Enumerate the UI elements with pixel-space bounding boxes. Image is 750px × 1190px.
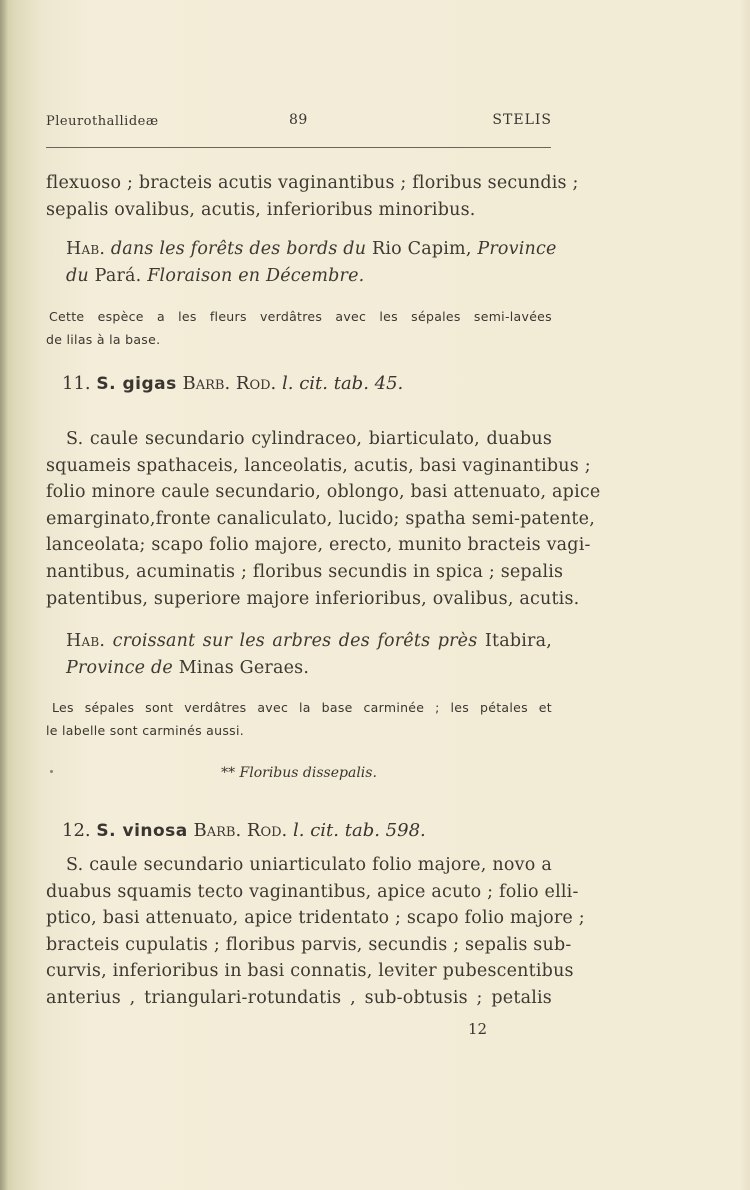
hab-label: Hab: [66, 631, 100, 651]
text-line: folio minore caule secundario, oblongo, basi attenuato, apice: [46, 482, 601, 503]
species-reference: l. cit. tab. 598.: [293, 820, 426, 841]
text-line: de lilas à la base.: [46, 332, 161, 347]
habitat-2: [46, 628, 552, 681]
text-line: Hab. croissant sur les arbres des forêts près Itabira,: [66, 631, 552, 651]
species-12-heading: [62, 818, 568, 844]
text-line: sepalis ovalibus, acutis, inferioribus minoribus.: [46, 199, 476, 220]
text-line: curvis, inferioribus in basi connatis, leviter pubescentibus: [46, 961, 574, 982]
text-line: S. caule secundario uniarticulato folio majore, novo a: [66, 855, 552, 875]
section-title: ** Floribus dissepalis.: [221, 765, 377, 781]
text-line: ptico, basi attenuato, apice tridentato ; scapo folio majore ;: [46, 908, 585, 929]
text-line: squameis spathaceis, lanceolatis, acutis, basi vaginantibus ;: [46, 455, 591, 476]
running-head-right: STELIS: [492, 112, 552, 128]
text-line: emarginato,fronte canaliculato, lucido; spatha semi-patente,: [46, 508, 595, 529]
gutter-shadow: [0, 0, 8, 1190]
text-line: du Pará. Floraison en Décembre.: [66, 265, 365, 286]
header-rule: [46, 147, 551, 148]
page-number: 89: [289, 112, 308, 128]
species-11-heading: [62, 371, 568, 397]
species-reference: l. cit. tab. 45.: [282, 373, 404, 394]
text-line: anterius , triangulari-rotundatis , sub-obtusis ; petalis: [46, 987, 552, 1008]
text-line: Hab. dans les forêts des bords du Rio Capim, Province: [66, 239, 557, 259]
species-number: 12.: [62, 820, 91, 841]
species-name: S. vinosa: [96, 821, 188, 841]
hab-label: Hab: [66, 239, 100, 259]
text-line: bracteis cupulatis ; floribus parvis, secundis ; sepalis sub-: [46, 934, 572, 955]
running-head-left: Pleurothallideæ: [46, 114, 159, 129]
text-line: nantibus, acuminatis ; floribus secundis in spica ; sepalis: [46, 561, 564, 582]
text-line: Cette espèce a les fleurs verdâtres avec les sépales semi-lavées: [49, 309, 552, 324]
text-line: duabus squamis tecto vaginantibus, apice acuto ; folio elli-: [46, 881, 579, 902]
species-11-description: [46, 426, 601, 612]
habitat-1: [46, 236, 557, 289]
note-2: [46, 696, 552, 742]
text-line: lanceolata; scapo folio majore, erecto, munito bracteis vagi-: [46, 535, 591, 556]
species-name: S. gigas: [96, 374, 177, 394]
species-number: 11.: [62, 373, 91, 394]
text-line: S. caule secundario cylindraceo, biarticulato, duabus: [66, 429, 552, 449]
signature-mark: 12: [468, 1020, 488, 1038]
species-author: Barb. Rod.: [193, 820, 288, 841]
text-line: Les sépales sont verdâtres avec la base carminée ; les pétales et: [52, 700, 552, 715]
running-head: [46, 112, 552, 134]
species-author: Barb. Rod.: [182, 373, 277, 394]
text-line: flexuoso ; bracteis acutis vaginantibus ; floribus secundis ;: [46, 173, 579, 193]
text-line: le labelle sont carminés aussi.: [46, 723, 245, 738]
note-1: [46, 305, 552, 351]
continued-description: [46, 170, 579, 223]
text-line: patentibus, superiore majore inferioribus, ovalibus, acutis.: [46, 588, 580, 609]
species-12-description: [46, 852, 585, 1012]
text-line: Province de Minas Geraes.: [66, 657, 310, 678]
